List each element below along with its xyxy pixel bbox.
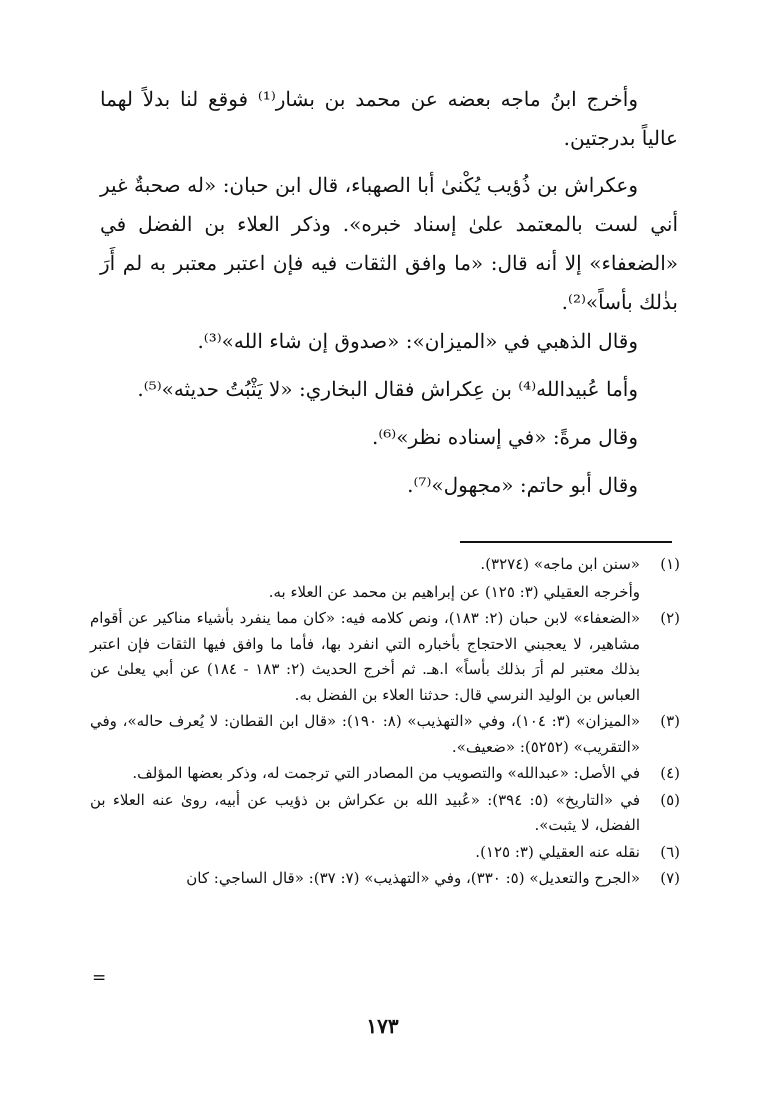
body-paragraph-3: وقال الذهبي في «الميزان»: «صدوق إن شاء الله»⁽³⁾. [197,329,638,353]
footnote-6 [90,840,680,866]
footnote-7 [90,866,680,892]
footnote-text: «سنن ابن ماجه» (٣٢٧٤). [480,555,640,573]
footnote-number: (٤) [660,764,680,782]
footnote-text: «الميزان» (٣: ١٠٤)، وفي «التهذيب» (٨: ١٩٠): «قال ابن القطان: لا يُعرف حاله»، وفي «التقريب» (٥٢٥٢): «ضعيف». [90,712,641,756]
footnote-text: «الضعفاء» لابن حبان (٢: ١٨٣)، ونص كلامه فيه: «كان مما ينفرد بأشياء مناكير عن أقوام مشاهير، لا يعجبني الاحتجاج بأخباره التي انفرد بها، فأما ما وافق فيها الثقات فإن اعتبر بذلك معتبر لم أرَ بذلك بأساً» ا.هـ. ثم أخرج الحديث (٢: ١٨٣ - ١٨٤) عن أبي يعلىٰ عن العباس بن الوليد النرسي قال: حدثنا العلاء بن الفضل به. [90,609,641,704]
footnote-number: (٥) [660,790,680,809]
footnote-2 [90,606,680,708]
body-paragraph-5: وقال مرةً: «في إسناده نظر»⁽⁶⁾. [371,425,638,449]
footnote-number: (٣) [660,712,680,730]
footnote-text: «الجرح والتعديل» (٥: ٣٣٠)، وفي «التهذيب» (٧: ٣٧): «قال الساجي: كان [186,869,640,887]
footnote-1 [90,552,680,605]
footnote-number: (٢) [660,609,680,627]
footnote-3 [90,709,680,760]
footnote-5 [90,788,680,839]
footnote-number: (٦) [660,842,680,861]
continuation-mark: = [92,968,107,988]
body-paragraph-2: وعكراش بن ذُؤيب يُكْنىٰ أبا الصهباء، قال ابن حبان: «له صحبةٌ غير أني لست بالمعتمد علىٰ إسناد خبره». وذكر العلاء بن الفضل في «الضعفاء» إلا أنه قال: «ما وافق الثقات فيه فإن اعتبر معتبر به لم أَرَ بذٰلك بأساً»⁽²⁾. [100,173,678,314]
body-paragraph-1: وأخرج ابنُ ماجه بعضه عن محمد بن بشار⁽¹⁾ فوقع لنا بدلاً لهما عالياً بدرجتين. [100,87,678,150]
footnote-continuation: وأخرجه العقيلي (٣: ١٢٥) عن إبراهيم بن محمد عن العلاء به. [268,582,640,601]
footnotes [90,552,680,893]
body-paragraph-4: وأما عُبيدالله⁽⁴⁾ بن عِكراش فقال البخاري: «لا يَثْبُتُ حديثه»⁽⁵⁾. [137,377,638,401]
footnote-text: نقله عنه العقيلي (٣: ١٢٥). [475,842,640,861]
body-paragraph-6: وقال أبو حاتم: «مجهول»⁽⁷⁾. [407,473,638,497]
footnote-4 [90,761,680,787]
footnote-separator [460,541,672,543]
page-number: ١٧٣ [366,1014,399,1038]
footnote-text: في «التاريخ» (٥: ٣٩٤): «عُبيد الله بن عكراش بن ذؤيب عن أبيه، روىٰ عنه العلاء بن الفضل، لا يثبت». [90,790,640,834]
footnote-text: في الأصل: «عبدالله» والتصويب من المصادر التي ترجمت له، وذكر بعضها المؤلف. [132,764,640,782]
footnote-number: (٧) [660,869,680,887]
footnote-number: (١) [660,555,680,573]
